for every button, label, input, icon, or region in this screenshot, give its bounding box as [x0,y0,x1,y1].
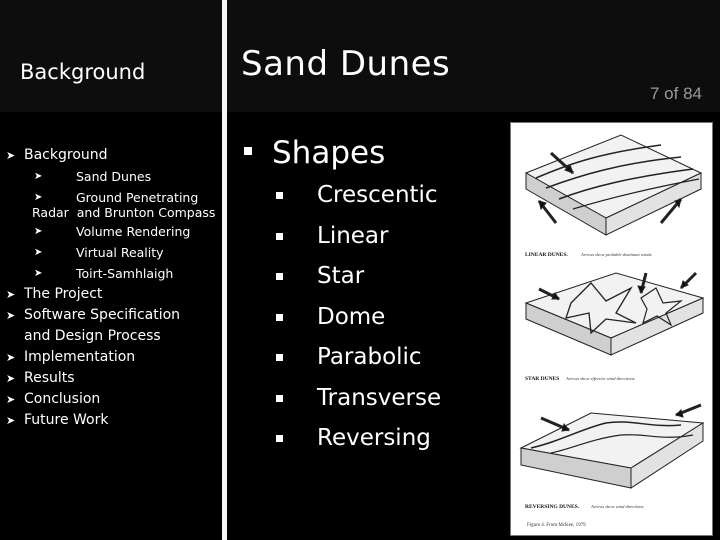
shape-item-label: Crescentic [317,182,438,208]
sidebar-outline [6,145,220,431]
shapes-heading [244,131,504,175]
outline-subitem[interactable] [6,187,220,208]
arrow-bullet-icon: ➤ [6,288,16,301]
square-bullet-icon [276,314,283,321]
shapes-heading-label: Shapes [272,135,386,171]
figure-caption-reversing: REVERSING DUNES. [525,504,580,510]
outline-item-background[interactable] [6,145,220,166]
outline-item-label: Implementation [24,349,136,365]
sidebar-title: Background [20,60,146,84]
arrow-bullet-icon: ➤ [34,192,43,203]
page-counter: 7 of 84 [650,84,702,103]
arrow-bullet-icon: ➤ [6,351,16,364]
square-bullet-icon [244,147,252,155]
square-bullet-icon [276,192,283,199]
arrow-bullet-icon: ➤ [34,268,43,279]
page-title: Sand Dunes [241,44,451,84]
outline-item-conclusion[interactable] [6,389,220,410]
arrow-bullet-icon: ➤ [34,226,43,237]
figure-caption-star: STAR DUNES [525,376,560,382]
shape-item-label: Reversing [317,425,431,451]
outline-subitem-label: Toirt-Samhlaigh [76,266,174,281]
arrow-bullet-icon: ➤ [6,149,16,162]
outline-item-results[interactable] [6,368,220,389]
shape-item-parabolic [244,337,504,378]
arrow-bullet-icon: ➤ [6,372,16,385]
shape-item-dome [244,297,504,338]
outline-item-implementation[interactable] [6,347,220,368]
continuation-brunton: and Brunton Compass [76,205,216,220]
shape-item-label: Dome [317,303,386,330]
square-bullet-icon [276,273,283,280]
sidebar-header-band [0,0,222,112]
star-dunes-illustration [526,273,703,355]
outline-item-label: Software Specification [24,307,181,323]
figure-note-reversing: Arrows show wind directions. [591,504,645,509]
square-bullet-icon [276,435,283,442]
outline-item-future-work[interactable] [6,410,220,431]
outline-item-continuation: and Design Process [24,328,161,344]
shape-item-label: Linear [317,222,389,249]
square-bullet-icon [276,354,283,361]
outline-item-label: Results [24,370,75,386]
arrow-bullet-icon: ➤ [6,309,16,322]
outline-subitem-label: Virtual Reality [76,245,164,260]
shape-item-reversing [244,418,504,459]
arrow-bullet-icon: ➤ [6,393,16,406]
vertical-divider [222,0,227,540]
continuation-radar: Radar [32,205,69,220]
figure-credit: Figure 4. From McKee, 1979 [527,523,586,528]
outline-item-the-project[interactable] [6,284,220,305]
outline-item-label: Conclusion [24,391,101,407]
figure-caption-linear: LINEAR DUNES. [525,252,568,258]
outline-subitem-label: Ground Penetrating [76,190,199,205]
arrow-bullet-icon: ➤ [34,171,43,182]
outline-subitem[interactable] [6,166,220,187]
reversing-dunes-illustration [521,405,703,488]
outline-subitem-label: Volume Rendering [76,224,191,239]
square-bullet-icon [276,233,283,240]
outline-item-label: Future Work [24,412,109,428]
shape-item-label: Star [317,263,365,289]
shape-item-label: Transverse [317,384,442,411]
outline-item-label: Background [24,147,108,163]
shape-item-label: Parabolic [317,344,422,370]
shape-item-transverse [244,378,504,419]
outline-subitem[interactable] [6,242,220,263]
outline-item-label: The Project [24,286,103,302]
shape-item-star [244,256,504,297]
shapes-list [244,131,504,459]
arrow-bullet-icon: ➤ [6,414,16,427]
figure-note-star: Arrows show effective wind directions. [566,376,636,381]
outline-subitem-label: Sand Dunes [76,169,152,184]
arrow-bullet-icon: ➤ [34,247,43,258]
figure-note-linear: Arrows show probable dominant winds. [581,252,653,257]
outline-sublist [6,166,220,284]
square-bullet-icon [276,395,283,402]
dune-diagram-figure [510,122,713,536]
shape-item-linear [244,216,504,257]
shape-item-crescentic [244,175,504,216]
outline-item-software-specification[interactable] [6,305,220,326]
linear-dunes-illustration [526,135,701,235]
outline-subitem[interactable] [6,221,220,242]
outline-subitem[interactable] [6,263,220,284]
